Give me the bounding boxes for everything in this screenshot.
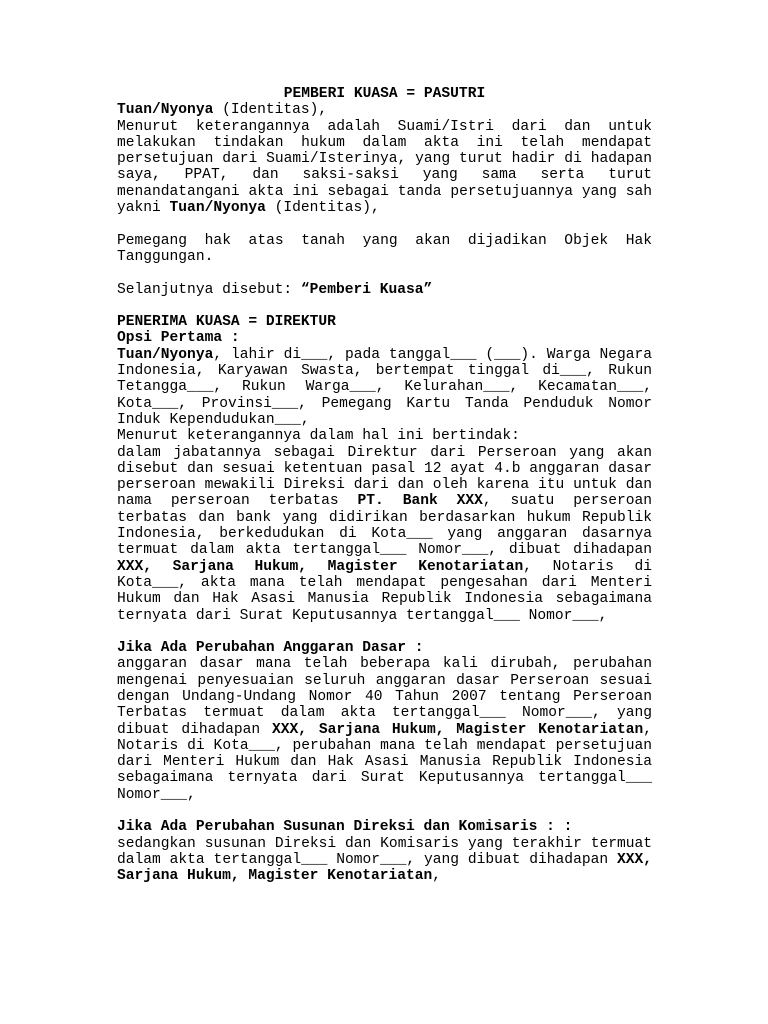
text: , Notaris di Kota___, perubahan mana telah mendapat persetujuan dari Menteri Hukum dan Hak Asasi Manusia Republik Indonesia sebagaimana ternyata dari Surat Keputusannya tertanggal___ Nomor___, <box>117 721 652 803</box>
paragraph-persetujuan <box>117 119 652 217</box>
text: Menurut keterangannya adalah Suami/Istri dari dan untuk melakukan tindakan hukum dalam akta ini telah mendapat persetujuan dari Suami/Isterinya, yang turut hadir di hadapan saya, PPAT, dan saksi-saksi yang sama serta turut menandatangani akta ini sebagai tanda persetujuannya yang sah yakni <box>117 118 652 217</box>
section-heading-penerima-kuasa <box>117 314 652 330</box>
bold-text: PT. Bank XXX <box>357 493 483 510</box>
bold-text: XXX, Sarjana Hukum, Magister Kenotariatan <box>117 558 524 575</box>
bold-text: Tuan/Nyonya <box>169 200 266 217</box>
paragraph-gap <box>117 298 652 314</box>
text: Selanjutnya disebut: <box>117 281 301 298</box>
paragraph-gap <box>117 216 652 232</box>
paragraph-penerima-identitas <box>117 347 652 428</box>
section-heading-perubahan-anggaran <box>117 640 652 656</box>
paragraph-pemegang-hak: Pemegang hak atas tanah yang akan dijadikan Objek Hak Tanggungan. <box>117 232 652 265</box>
paragraph-bertindak: Menurut keterangannya dalam hal ini bertindak: <box>117 428 520 445</box>
paragraph-gap <box>117 624 652 640</box>
paragraph-jabatan-direktur <box>117 445 652 624</box>
text: dalam jabatannya sebagai Direktur dari Perseroan yang akan disebut dan sesuai ketentuan pasal 12 ayat 4.b anggaran dasar perseroan mewakili Direksi dari dan oleh karena itu untuk dan nama perseroan terbatas <box>117 444 652 510</box>
bold-text: Tuan/Nyonya <box>117 346 214 363</box>
text: (Identitas), <box>265 200 380 217</box>
text: , suatu perseroan terbatas dan bank yang didirikan berdasarkan hukum Republik Indonesia, berkedudukan di Kota___ yang anggaran dasarnya termuat dalam akta tertanggal___ Nomor___, dibuat dihadapan <box>117 493 653 559</box>
bold-text: “Pemberi Kuasa” <box>300 281 433 298</box>
document-page <box>117 86 652 885</box>
section-heading-opsi-pertama <box>117 330 652 346</box>
bold-text: Tuan/Nyonya <box>117 102 214 119</box>
heading-text: Opsi Pertama : <box>117 330 240 347</box>
paragraph-gap <box>117 265 652 281</box>
bold-text: XXX, Sarjana Hukum, Magister Kenotariatan <box>271 721 644 738</box>
paragraph-perubahan-anggaran <box>117 656 652 803</box>
text: , <box>432 868 442 885</box>
paragraph-selanjutnya <box>117 282 652 298</box>
heading-text: Jika Ada Perubahan Susunan Direksi dan Komisaris : : <box>117 819 573 836</box>
paragraph-pemberi-identitas <box>117 102 652 118</box>
paragraph-susunan-direksi <box>117 836 652 885</box>
text: (Identitas), <box>213 102 328 119</box>
paragraph-gap <box>117 803 652 819</box>
heading-text: Jika Ada Perubahan Anggaran Dasar : <box>117 640 424 657</box>
text: , lahir di___, pada tanggal___ (___). Warga Negara Indonesia, Karyawan Swasta, bertempat tinggal di___, Rukun Tetangga___, Rukun Warga___, Kelurahan___, Kecamatan___, Kota___, Provinsi___, Pemegang Kartu Tanda Penduduk Nomor Induk Kependudukan___, <box>117 346 652 428</box>
section-heading-perubahan-direksi <box>117 819 652 835</box>
text: anggaran dasar mana telah beberapa kali dirubah, perubahan mengenai penyesuaian seluruh anggaran dasar Perseroan sesuai dengan Undang-Undang Nomor 40 Tahun 2007 tentang Perseroan Terbatas termuat dalam akta tertanggal___ Nomor___, yang dibuat dihadapan <box>117 656 652 738</box>
text: , Notaris di Kota___, akta mana telah mendapat pengesahan dari Menteri Hukum dan Hak Asasi Manusia Republik Indonesia sebagaimana ternyata dari Surat Keputusannya tertanggal___ Nomor___, <box>117 558 652 624</box>
bold-text: XXX, Sarjana Hukum, Magister Kenotariatan <box>117 851 652 885</box>
document-title: PEMBERI KUASA = PASUTRI <box>283 86 486 102</box>
heading-text: PENERIMA KUASA = DIREKTUR <box>117 314 336 331</box>
text: sedangkan susunan Direksi dan Komisaris yang terakhir termuat dalam akta tertanggal___ Nomor___, yang dibuat dihadapan <box>117 835 652 868</box>
